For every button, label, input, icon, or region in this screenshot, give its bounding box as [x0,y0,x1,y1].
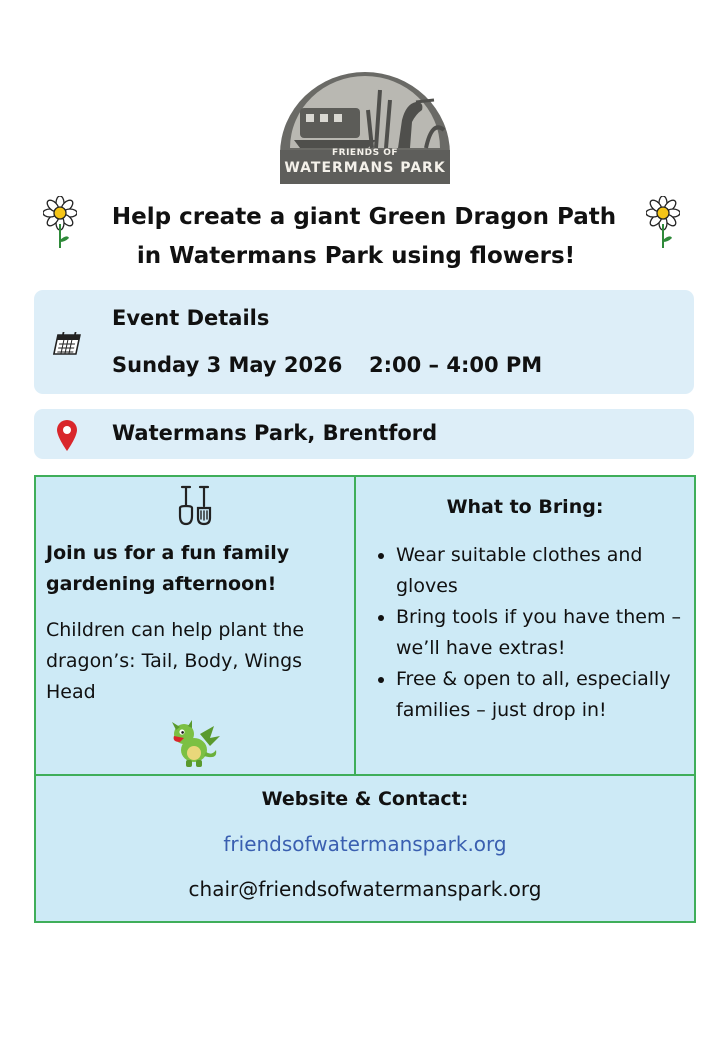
headline-line-1: Help create a giant Green Dragon Path [111,204,617,230]
map-pin-icon [55,418,79,452]
website-link[interactable]: friendsofwatermanspark.org [223,832,507,856]
logo-subtitle: FRIENDS OF [332,148,398,158]
join-us-title: Join us for a fun family gardening afternoon! [46,542,290,595]
contact-title: Website & Contact: [261,788,469,810]
what-to-bring-title: What to Bring: [446,496,604,518]
logo [276,70,454,184]
location-text: Watermans Park, Brentford [112,421,438,445]
dragon-icon [170,720,222,768]
garden-tools-icon [176,484,214,526]
event-details-heading: Event Details [112,306,270,330]
join-us-body: Children can help plant the dragon’s: Tail, Body, Wings Head [46,619,305,703]
event-time: 2:00 – 4:00 PM [369,353,543,377]
headline-line-2: in Watermans Park using flowers! [136,243,576,269]
panel-divider-vertical [354,477,356,775]
list-item: • Wear suitable clothes and gloves [396,540,706,602]
what-to-bring-list [372,540,706,726]
contact-email[interactable]: chair@friendsofwatermanspark.org [188,877,542,901]
list-item: • Free & open to all, especially families – just drop in! [396,664,706,726]
calendar-icon [52,330,82,356]
event-date: Sunday 3 May 2026 [112,353,343,377]
logo-title: WATERMANS PARK [284,160,446,176]
panel-divider-horizontal [36,774,694,776]
list-item: • Bring tools if you have them – we’ll have extras! [396,602,706,664]
